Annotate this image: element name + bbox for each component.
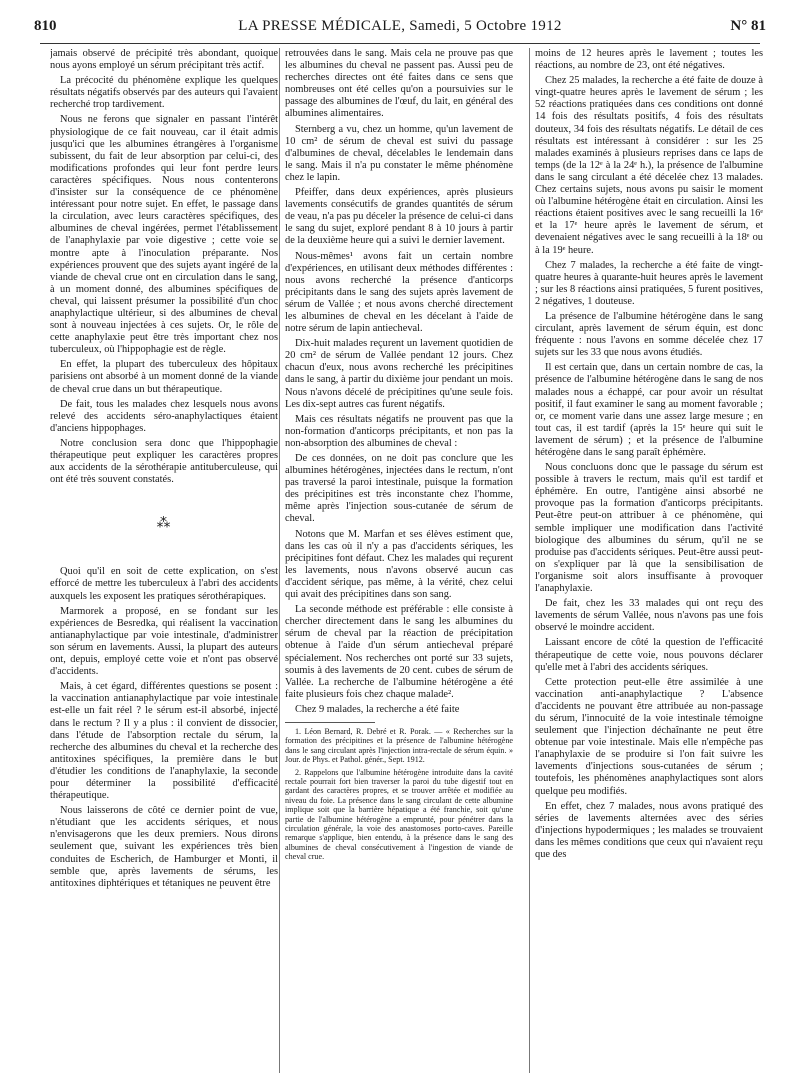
- paragraph: De ces données, on ne doit pas conclure que les albumines hétérogènes, injectées dans le rectum, n'ont pas traversé la paroi intestinale, puisque la formation des précipitines est très inconstante chez l'homme, même après l'injection sous-cutanée de sérum de cheval.: [285, 453, 513, 525]
- paragraph: En effet, la plupart des tuberculeux des hôpitaux parisiens ont absorbé à un moment donné de la viande de cheval crue dans un but thérapeutique.: [50, 359, 278, 395]
- paragraph: Mais, à cet égard, différentes questions se posent : la vaccination antianaphylactique par voie intestinale est-elle un fait réel ? le sérum est-il absorbé, injecté dans le rectum ? Il y a plus : il convient de dissocier, dans l'étude de l'absorption rectale du sérum, la recherche des albumines du cheval et la recherche des antitoxines spécifiques, la première dans le but d'étudier les conditions de l'anaphylaxie, la seconde pour déterminer la possibilité d'efficacité thérapeutique.: [50, 681, 278, 802]
- paragraph: Nous ne ferons que signaler en passant l'intérêt physiologique de ce fait nouveau, car il était admis jusqu'ici que les albumines étrangères à l'organisme subissent, du fait de leur absorption par celui-ci, des modifications profondes qui leur font perdre leurs caractères spécifiques. Nous nous contenterons d'insister sur la conséquence de ce phénomène intéressant pour notre sujet. En effet, le passage dans la circulation, avec leurs caractères spécifiques, des albumines de cheval ingérées, permet l'établissement de l'anaphylaxie par voie digestive ; cette voie se montre apte à l'inoculation préparante. Nos expériences prouvent que des sujets ayant ingéré de la viande de cheval crue ont en circulation dans le sang, à un moment donné, des albumines spécifiques de cheval, qui laissent présumer la possibilité d'un choc anaphylactique ultérieur, si des albumines de cheval sont à nouveau injectées à ces sujets. Or, le rôle de cette anaphylaxie peut être très important chez nos tuberculeux, où l'hippophagie est de règle.: [50, 114, 278, 356]
- paragraph: De fait, tous les malades chez lesquels nous avons relevé des accidents séro-anaphylactiques étaient d'anciens hippophages.: [50, 398, 278, 434]
- section-separator: ⁂: [156, 516, 172, 532]
- paragraph: De fait, chez les 33 malades qui ont reçu des lavements de sérum Vallée, nous n'avons pas une fois observé le moindre accident.: [535, 598, 763, 634]
- column-1: [50, 48, 278, 1078]
- paragraph: Marmorek a proposé, en se fondant sur les expériences de Besredka, qui réalisent la vaccination antianaphylactique par voie intestinale, d'administrer son sérum en lavements. Aussi, la plupart des auteurs ont, depuis, employé cette voie et n'ont pas observé d'accidents.: [50, 605, 278, 678]
- paragraph: retrouvées dans le sang. Mais cela ne prouve pas que les albumines du cheval ne passent pas. Aussi peu de recherches directes ont été faites dans ce sens que nombreuses ont été celles qu'on a poursuivies sur le passage des albumines de l'œuf, du lait, en général des albumines alimentaires.: [285, 48, 513, 120]
- footnote: 1. Léon Bernard, R. Debré et R. Porak. — « Recherches sur la formation des précipitines et la présence de l'albumine hétérogène dans le sang circulant après l'injection intra-rectale de sérum équin. » Jour. de Phys. et Pathol. génér., Sept. 1912.: [285, 726, 513, 765]
- page-header: [34, 18, 766, 40]
- footnote-rule: [285, 722, 375, 723]
- paragraph: Chez 7 malades, la recherche a été faite de vingt-quatre heures à quarante-huit heures après le lavement ; sur les 8 réactions ainsi pratiquées, 5 furent positives, 2 négatives, 1 douteuse.: [535, 259, 763, 307]
- paragraph: La présence de l'albumine hétérogène dans le sang circulant, après lavement de sérum équin, est donc fréquente : nous l'avons en somme décelée chez 17 sujets sur les 33 que nous avons étudiés.: [535, 310, 763, 359]
- paragraph: jamais observé de précipité très abondant, quoique nous ayons employé un sérum précipitant très actif.: [50, 48, 278, 72]
- paragraph: Cette protection peut-elle être assimilée à une vaccination anti-anaphylactique ? L'absence d'accidents ne pouvant être attribuée au non-passage du sérum, l'innocuité de la voie intestinale témoigne seulement que l'injection déchaînante ne peut être obtenue par voie intestinale. Mais elle n'empêche pas l'anaphylaxie de se produire si l'on fait suivre les lavements d'injections sous-cutanées de sérum ; toutefois, les phénomènes anaphylactiques sont alors quelque peu modifiés.: [535, 676, 763, 797]
- paragraph: Notons que M. Marfan et ses élèves estiment que, dans les cas où il n'y a pas d'accidents sériques, les précipitines font défaut. Chez les malades qui reçurent les lavements, nous n'avons observé aucun cas d'accident sérique, pas même, à la vérité, chez celui qui avait des précipitines dans son sang.: [285, 528, 513, 601]
- paragraph: Laissant encore de côté la question de l'efficacité thérapeutique de cette voie, nous pouvons déclarer qu'elle met à l'abri des accidents sériques.: [535, 637, 763, 673]
- paragraph: Dix-huit malades reçurent un lavement quotidien de 20 cm² de sérum de Vallée pendant 12 jours. Chez chacun d'eux, nous avons recherché les précipitines dans le sang, à partir du dixième jour pendant un mois. Nous n'avons décelé de précipitines qu'une seule fois. Les dix-sept autres cas furent négatifs.: [285, 338, 513, 410]
- paragraph: Nous laisserons de côté ce dernier point de vue, n'étudiant que les accidents sériques, et nous n'envisagerons que les deux premiers. Nous dirons seulement que, suivant les expériences très bien conduites de Escherich, de Hamburger et Monti, il semble que, après lavements de sérums, les antitoxines diphtériques et tétaniques ne peuvent être: [50, 805, 278, 889]
- footnote: 2. Rappelons que l'albumine hétérogène introduite dans la cavité rectale pourrait fort bien traverser la paroi du tube digestif tout en gardant des caractères propres, et se trouver arrêtée et modifiée au niveau du foie. La présence dans le sang circulant de cette albumine implique soit que la barrière hépatique a été franchie, soit qu'une partie de l'albumine hétérogène a emprunté, pour pénétrer dans la circulation générale, la voie des anastomoses porto-caves. Pareille remarque s'applique, bien entendu, à la présence dans le sang des albumines de cheval consécutivement à l'ingestion de viande de cheval crue.: [285, 767, 513, 862]
- paragraph: Pfeiffer, dans deux expériences, après plusieurs lavements consécutifs de grandes quantités de sérum de veau, n'a pas pu déceler la présence de celui-ci dans le sang du sujet, exploré pendant 8 à 10 jours à partir de la deuxième heure qui a suivi le dernier lavement.: [285, 187, 513, 247]
- issue-number: N° 81: [730, 18, 766, 34]
- paragraph: Il est certain que, dans un certain nombre de cas, la présence de l'albumine hétérogène dans le sang de nos malades nous a échappé, car pour avoir un résultat positif, il faut examiner le sang au moment favorable ; or, ce moment varie dans une assez large mesure ; en tout cas, il est tardif (après la 15ᵉ heure qui suit le lavement de sérum) ; et la présence de l'albumine hétérogène dans le sang paraît éphémère.: [535, 362, 763, 458]
- paragraph: Notre conclusion sera donc que l'hippophagie thérapeutique peut expliquer les caractères propres aux accidents de la sérothérapie antituberculeuse, qui ont été très souvent constatés.: [50, 437, 278, 486]
- header-rule: [40, 43, 760, 44]
- paragraph: La seconde méthode est préférable : elle consiste à chercher directement dans le sang les albumines du sérum de cheval par la réaction de précipitation obtenue à l'aide d'un sérum antiecheval préparé spécialement. Nos recherches ont porté sur 33 sujets, soumis à des lavements de 20 cent. cubes de sérum de Vallée. La recherche de l'albumine hétérogène a été faite plusieurs fois chez chaque malade².: [285, 604, 513, 700]
- paragraph: Chez 25 malades, la recherche a été faite de douze à vingt-quatre heures après le lavement de sérum ; les 52 réactions pratiquées dans ces conditions ont donné 14 fois des résultats positifs, 4 fois des résultats douteux, 34 fois des résultats négatifs. Le détail de ces résultats est intéressant à considérer : sur les 25 malades examinés à plusieurs reprises dans ce laps de temps (de la 12ᵉ à la 24ᵉ h.), la présence de l'albumine dans le sang circulant a été décelée chez 13 malades. Chez certains sujets, nous avons pu saisir le moment où l'albumine hétérogène était en circulation. Ainsi les réactions étaient positives avec le sang recueilli la 16ᵉ et la 17ᵉ heure après le lavement de sérum, et devenaient négatives avec le sang recueilli à la 18ᵉ ou à la 19ᵉ heure.: [535, 75, 763, 256]
- journal-title: LA PRESSE MÉDICALE, Samedi, 5 Octobre 1912: [238, 18, 562, 34]
- column-divider: [279, 48, 280, 1073]
- column-divider: [529, 48, 530, 1073]
- paragraph: La précocité du phénomène explique les quelques résultats négatifs observés par des auteurs qui l'avaient recherché trop tardivement.: [50, 75, 278, 111]
- paragraph: Quoi qu'il en soit de cette explication, on s'est efforcé de mettre les tuberculeux à l'abri des accidents auxquels les exposent les pratiques sérothérapiques.: [50, 566, 278, 602]
- paragraph: moins de 12 heures après le lavement ; toutes les réactions, au nombre de 23, ont été négatives.: [535, 48, 763, 72]
- page-number: 810: [34, 18, 57, 34]
- paragraph: Nous-mêmes¹ avons fait un certain nombre d'expériences, en utilisant deux méthodes différentes : nous avons recherché la présence d'anticorps précipitants dans le sang des sujets après lavement de sérum de Vallée ; et nous avons cherché directement les albumines de cheval en les décelant à l'aide de notre sérum de lapin antiecheval.: [285, 250, 513, 335]
- column-3: [535, 48, 763, 1078]
- paragraph: Mais ces résultats négatifs ne prouvent pas que la non-formation d'anticorps précipitants, et non pas la non-absorption des albumines de cheval :: [285, 413, 513, 449]
- paragraph: Sternberg a vu, chez un homme, qu'un lavement de 10 cm² de sérum de cheval est suivi du passage d'albumines de cheval, décelables le lendemain dans le sang. Mais il n'a pu constater le même phénomène chez le lapin.: [285, 123, 513, 183]
- paragraph: Nous concluons donc que le passage du sérum est possible à travers le rectum, mais qu'il est tardif et éphémère. En outre, l'antigène ainsi absorbé ne provoque pas la formation d'anticorps précipitants. Peut-être peut-on attribuer à ce phénomène, qui semble impliquer une modification dans l'activité biologique des albumines du sérum, qu'il ne se produise pas d'accidents sériques. Peut-être aussi peut-on s'expliquer par là que la sensibilisation de l'organisme soit alors insuffisante à provoquer l'anaphylaxie.: [535, 462, 763, 595]
- column-2: [285, 48, 513, 1078]
- paragraph: Chez 9 malades, la recherche a été faite: [295, 703, 460, 715]
- paragraph: En effet, chez 7 malades, nous avons pratiqué des séries de lavements alternées avec des séries d'injections hypodermiques ; les malades se trouvaient dans les mêmes conditions que ceux qui n'avaient reçu que des: [535, 800, 763, 860]
